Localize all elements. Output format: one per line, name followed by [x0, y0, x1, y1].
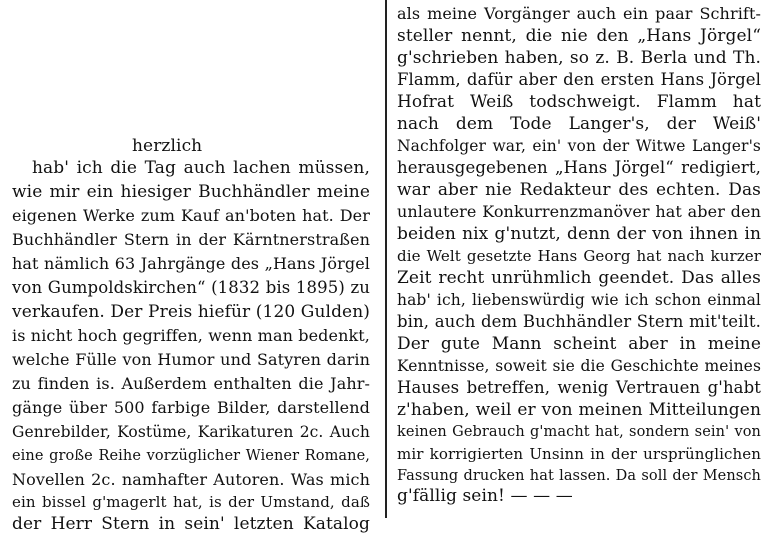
left-line-5: Buchhändler Stern in der Kärntnerstraßen	[12, 230, 370, 249]
right-line-11: beiden nix g'nutzt, denn der von ihnen in	[397, 224, 761, 244]
left-line-7: von Gumpoldskirchen“ (1832 bis 1895) zu	[12, 278, 370, 297]
left-line-15: Novellen 2c. namhafter Autoren. Was mich	[12, 470, 370, 489]
left-line-14: eine große Reihe vorzüglicher Wiener Romane,	[12, 448, 370, 464]
left-line-17: der Herr Stern in sein' letzten Katalog	[12, 514, 370, 534]
left-line-13: Genrebilder, Kostüme, Karikaturen 2c. Auch	[12, 423, 370, 441]
right-line-17: Kenntnisse, soweit sie die Geschichte meines	[397, 357, 761, 375]
column-divider	[385, 0, 387, 518]
right-line-4: Flamm, dafür aber den ersten Hans Jörgel	[397, 70, 761, 89]
right-line-22: Fassung drucken hat lassen. Da soll der Mensch	[397, 468, 761, 484]
left-line-6: hat nämlich 63 Jahrgänge des „Hans Jörgel	[12, 254, 370, 273]
right-line-14: hab' ich, liebenswürdig wie ich schon einmal	[397, 291, 761, 309]
left-line-3: wie mir ein hiesiger Buchhändler meine	[12, 182, 370, 202]
right-line-23: g'fällig sein! — — —	[397, 486, 573, 506]
left-line-12: gänge über 500 farbige Bilder, darstellend	[12, 398, 370, 417]
right-line-16: Der gute Mann scheint aber in meine	[397, 334, 761, 354]
right-line-8: herausgegebenen „Hans Jörgel“ redigiert,	[397, 158, 761, 177]
right-line-2: steller nennt, die nie den „Hans Jörgel“	[397, 26, 761, 46]
right-line-18: Hauses betreffen, wenig Vertrauen g'habt	[397, 378, 761, 397]
left-line-1: herzlich	[132, 136, 203, 156]
right-line-6: nach dem Tode Langer's, der Weiß'	[397, 114, 761, 134]
right-line-7: Nachfolger war, ein' von der Witwe Langer's	[397, 137, 761, 155]
right-line-19: z'haben, weil er von meinen Mitteilungen	[397, 400, 761, 420]
right-line-3: g'schrieben haben, so z. B. Berla und Th.	[397, 48, 761, 68]
right-line-12: die Welt gesetzte Hans Georg hat nach kurzer	[397, 247, 761, 265]
left-line-16: ein bissel g'magerlt hat, is der Umstand, daß	[12, 493, 370, 511]
right-line-20: keinen Gebrauch g'macht hat, sondern sein' von	[397, 424, 761, 440]
right-line-5: Hofrat Weiß todschweigt. Flamm hat	[397, 92, 761, 112]
right-line-10: unlautere Konkurrenzmanöver hat aber den	[397, 202, 761, 221]
left-line-11: zu finden is. Außerdem enthalten die Jahr-	[12, 374, 370, 393]
left-line-10: welche Fülle von Humor und Satyren darin	[12, 350, 370, 369]
left-line-4: eigenen Werke zum Kauf an'boten hat. Der	[12, 206, 370, 225]
right-line-21: mir korrigierten Unsinn in der ursprünglichen	[397, 445, 761, 463]
right-line-1: als meine Vorgänger auch ein paar Schrift-	[397, 4, 761, 23]
right-line-9: war aber nie Redakteur des echten. Das	[397, 180, 761, 200]
left-line-8: verkaufen. Der Preis hiefür (120 Gulden)	[12, 302, 370, 322]
right-line-15: bin, auch dem Buchhändler Stern mit'teilt.	[397, 312, 761, 331]
right-line-13: Zeit recht unrühmlich geendet. Das alles	[397, 268, 761, 288]
left-line-9: is nicht hoch gegriffen, wenn man bedenkt,	[12, 326, 370, 345]
left-line-2: hab' ich die Tag auch lachen müssen,	[32, 158, 370, 178]
